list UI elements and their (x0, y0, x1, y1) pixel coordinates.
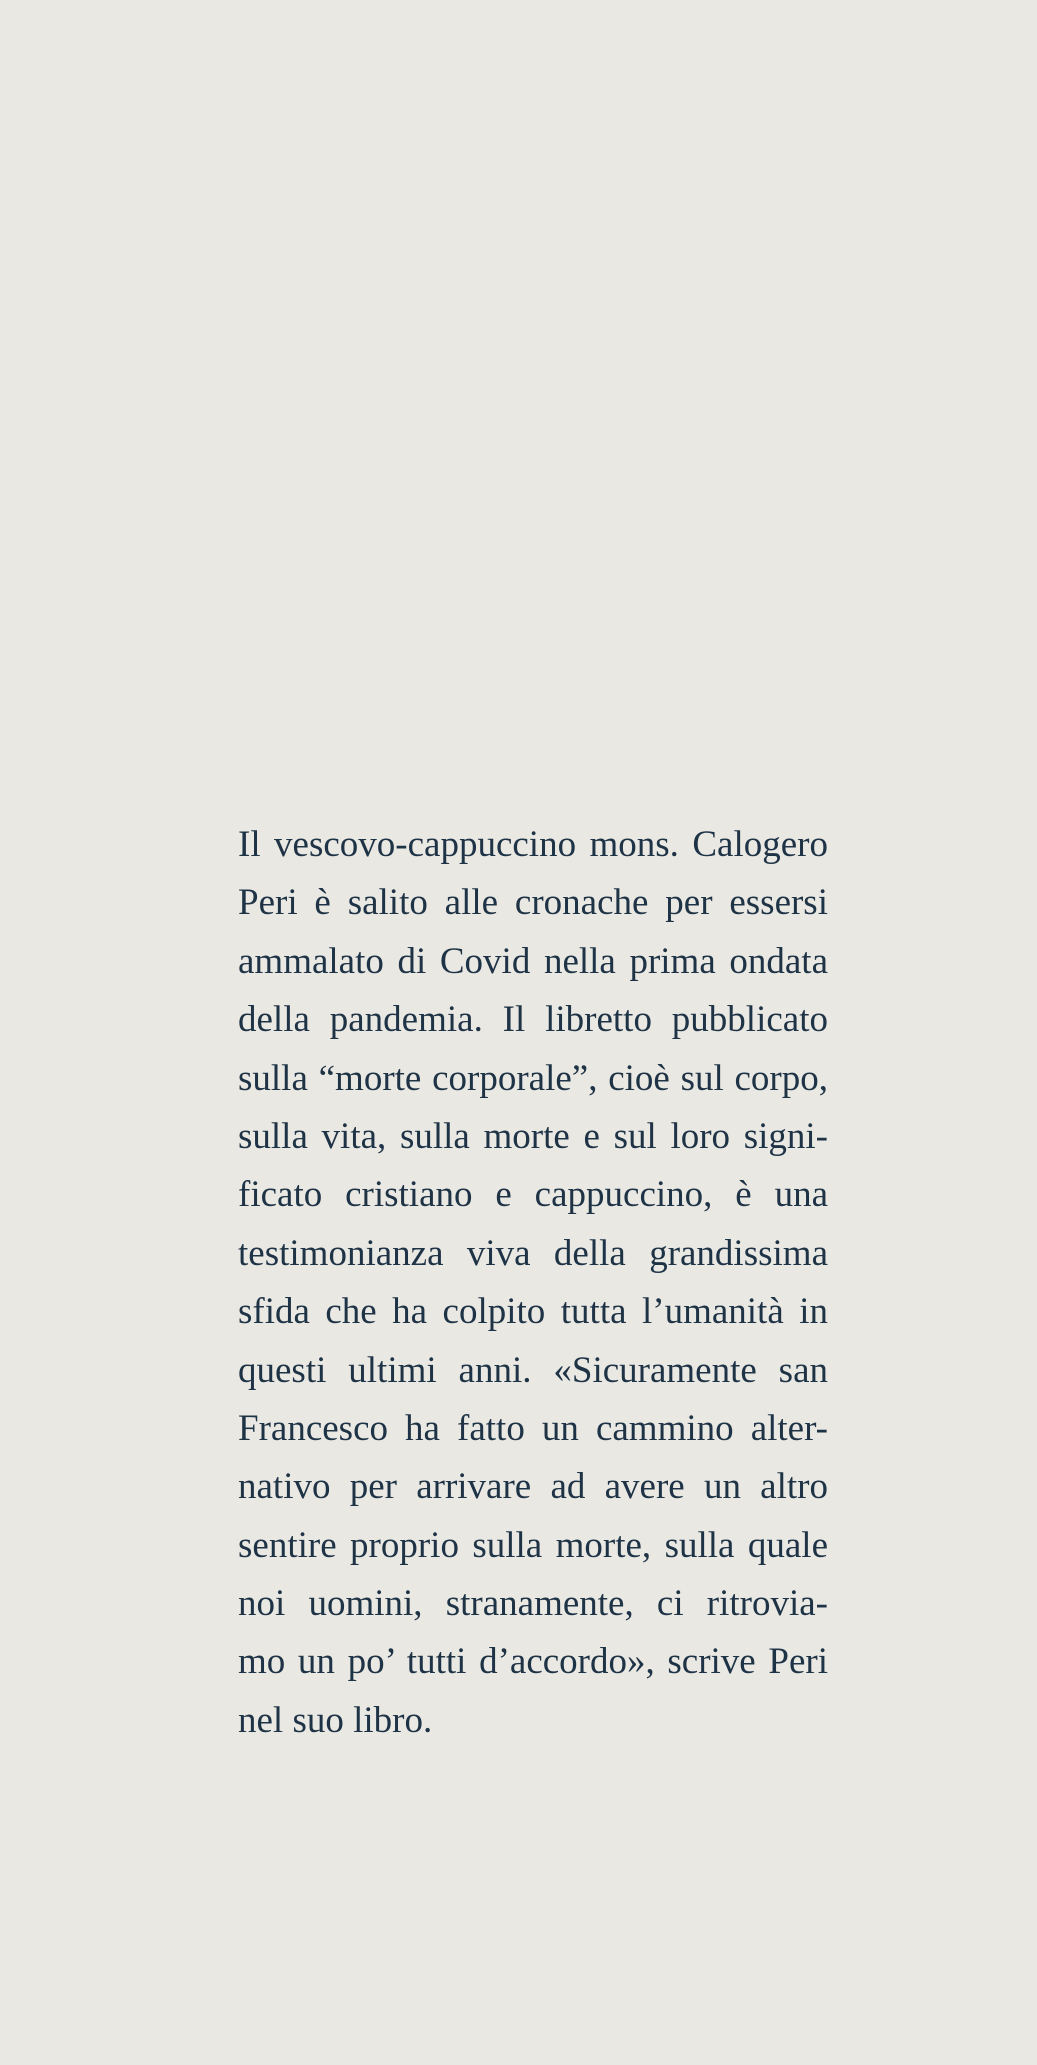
blurb-line: della pandemia. Il libretto pubblicato (238, 999, 828, 1041)
blurb-line: ammalato di Covid nella prima ondata (238, 940, 828, 982)
blurb-line: Il vescovo-cappuccino mons. Calogero (238, 824, 828, 865)
blurb-line: Francesco ha fatto un cammino alter- (238, 1407, 828, 1449)
blurb-line: Peri è salito alle cronache per essersi (238, 882, 828, 924)
blurb-line: nativo per arrivare ad avere un altro (238, 1466, 828, 1508)
blurb-line: sulla “morte corporale”, cioè sul corpo, (238, 1057, 828, 1099)
blurb-line-last: nel suo libro. (238, 1699, 433, 1741)
back-cover-blurb (238, 816, 828, 1750)
blurb-line: testimonianza viva della grandissima (238, 1232, 828, 1274)
blurb-line: sentire proprio sulla morte, sulla quale (238, 1524, 828, 1566)
blurb-line: sulla vita, sulla morte e sul loro signi- (238, 1115, 828, 1157)
blurb-line: mo un po’ tutti d’accordo», scrive Peri (238, 1641, 828, 1683)
blurb-line: sfida che ha colpito tutta l’umanità in (238, 1291, 828, 1333)
blurb-line: ficato cristiano e cappuccino, è una (238, 1174, 828, 1216)
blurb-line: questi ultimi anni. «Sicuramente san (238, 1349, 828, 1391)
blurb-line: noi uomini, stranamente, ci ritrovia- (238, 1583, 828, 1625)
